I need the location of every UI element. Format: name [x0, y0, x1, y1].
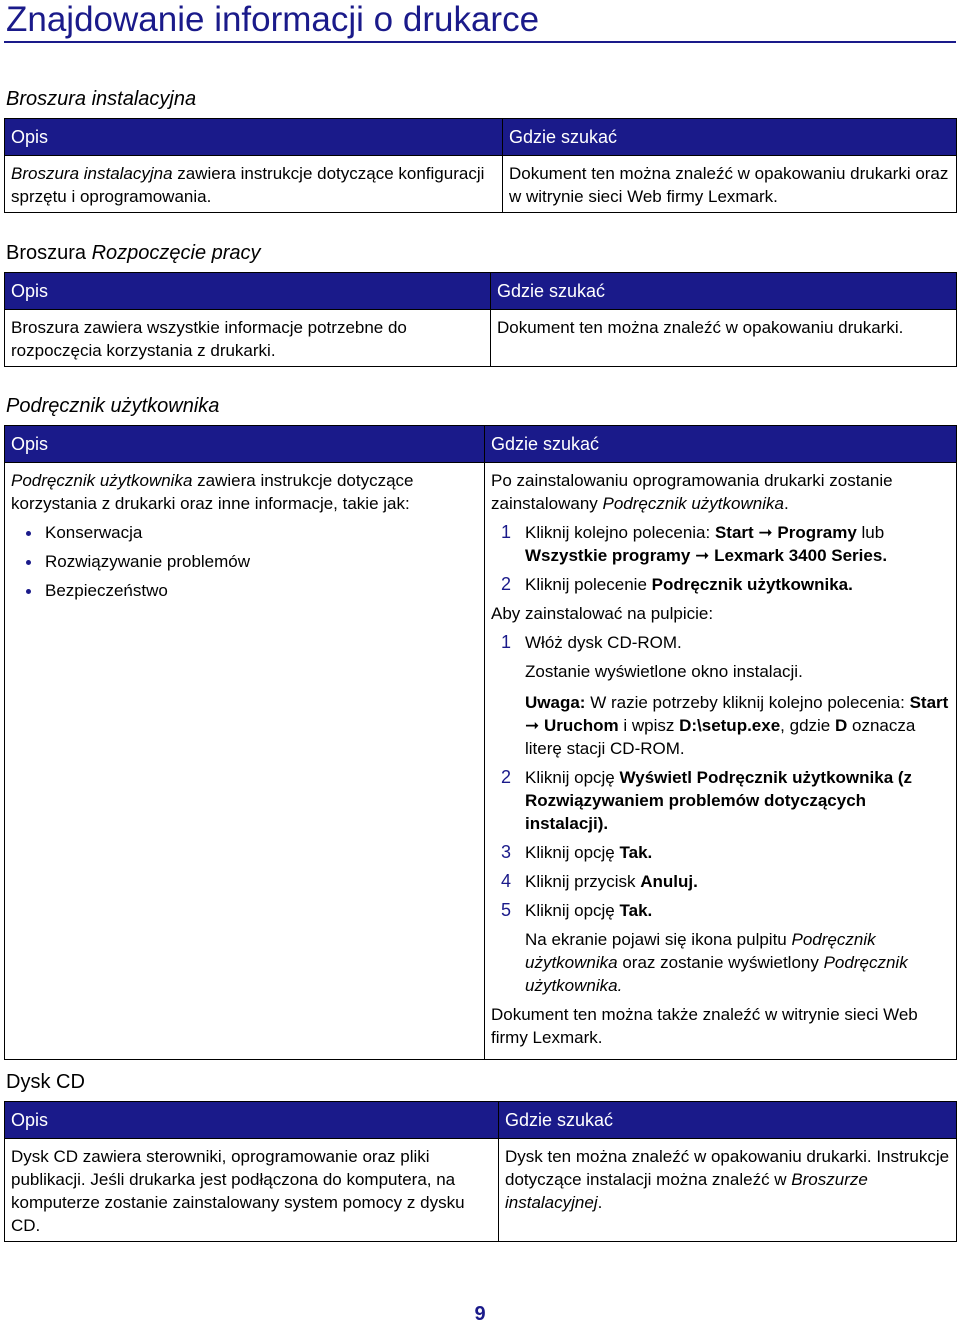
user-guide-location — [485, 463, 957, 1060]
arrow-right-icon: ➞ — [525, 716, 540, 735]
column-header-description: Opis — [5, 273, 491, 310]
page-number: 9 — [474, 1303, 486, 1325]
page-title: Znajdowanie informacji o drukarce — [6, 0, 540, 39]
step-number: 4 — [501, 871, 512, 891]
section-title-cd: Dysk CD — [6, 1071, 85, 1093]
user-guide-table — [4, 425, 957, 1060]
step-item: 3 Kliknij opcję Tak. — [501, 842, 653, 862]
list-item: Bezpieczeństwo — [11, 579, 478, 602]
getting-started-description: Broszura zawiera wszystkie informacje potrzebne do rozpoczęcia korzystania z drukarki. — [5, 310, 491, 367]
note: Uwaga: W razie potrzeby kliknij kolejno polecenia: Start ➞ Uruchom i wpisz D:\setup.exe, gdzie D oznacza literę stacji CD-ROM. — [525, 693, 949, 758]
installation-brochure-table — [4, 118, 957, 213]
cd-description: Dysk CD zawiera sterowniki, oprogramowanie oraz pliki publikacji. Jeśli drukarka jest podłączona do komputera, na komputerze zostanie zainstalowany system pomocy z dysku CD. — [5, 1139, 499, 1242]
user-guide-topics-list — [11, 521, 478, 602]
step-item: 2 Kliknij opcję Wyświetl Podręcznik użytkownika (z Rozwiązywaniem problemów dotyczących instalacji). — [501, 767, 913, 833]
user-guide-description-text: zawiera instrukcje dotyczące korzystania z drukarki oraz inne informacje, takie jak: — [11, 471, 414, 513]
getting-started-table — [4, 272, 957, 367]
step-item: 4 Kliknij przycisk Anuluj. — [501, 871, 698, 891]
user-guide-name: Podręcznik użytkownika — [11, 471, 193, 490]
list-item: Rozwiązywanie problemów — [11, 550, 478, 573]
arrow-right-icon: ➞ — [695, 546, 710, 565]
bullet-icon — [26, 560, 31, 565]
cd-table — [4, 1101, 957, 1242]
bullet-icon — [26, 531, 31, 536]
arrow-right-icon: ➞ — [758, 523, 773, 542]
section-title-user-guide: Podręcznik użytkownika — [6, 395, 220, 417]
getting-started-title-name: Rozpoczęcie pracy — [91, 242, 261, 264]
getting-started-location: Dokument ten można znaleźć w opakowaniu drukarki. — [491, 310, 957, 367]
step-number: 2 — [501, 767, 512, 787]
user-guide-description — [5, 463, 485, 1060]
section-title-installation-brochure: Broszura instalacyjna — [6, 88, 197, 110]
column-header-description: Opis — [5, 119, 503, 156]
section-title-getting-started — [6, 241, 261, 265]
step-number: 1 — [501, 522, 512, 542]
note-label: Uwaga: — [525, 693, 586, 712]
title-rule — [4, 41, 956, 43]
step-item: 1 Kliknij kolejno polecenia: Start ➞ Programy lub Wszystkie programy ➞ Lexmark 3400 Series. — [501, 522, 888, 565]
step-item: 2 Kliknij polecenie Podręcznik użytkownika. — [501, 574, 853, 594]
cd-location: Dysk ten można znaleźć w opakowaniu drukarki. Instrukcje dotyczące instalacji można znaleźć w Broszurze instalacyjnej. — [499, 1139, 957, 1242]
installation-brochure-description — [5, 156, 503, 213]
step-number: 3 — [501, 842, 512, 862]
user-guide-web-note: Dokument ten można także znaleźć w witrynie sieci Web firmy Lexmark. — [491, 1005, 918, 1047]
step-item: 1 Włóż dysk CD-ROM. Zostanie wyświetlone okno instalacji. Uwaga: W razie potrzeby kliknij kolejno polecenia: Start ➞ Uruchom i wpisz D:\setup.exe, gdzie D oznacza literę stacji CD-ROM. — [501, 632, 949, 758]
column-header-location: Gdzie szukać — [499, 1102, 957, 1139]
step-number: 1 — [501, 632, 512, 652]
column-header-location: Gdzie szukać — [485, 426, 957, 463]
column-header-description: Opis — [5, 1102, 499, 1139]
column-header-location: Gdzie szukać — [503, 119, 957, 156]
column-header-location: Gdzie szukać — [491, 273, 957, 310]
installation-brochure-name: Broszura instalacyjna — [11, 164, 173, 183]
desktop-install-steps — [491, 631, 950, 997]
bullet-icon — [26, 589, 31, 594]
step-number: 2 — [501, 574, 512, 594]
open-guide-steps — [491, 521, 950, 596]
user-guide-intro: Po zainstalowaniu oprogramowania drukarki zostanie zainstalowany Podręcznik użytkownika. — [491, 471, 893, 513]
installation-brochure-location: Dokument ten można znaleźć w opakowaniu drukarki oraz w witrynie sieci Web firmy Lexmark. — [503, 156, 957, 213]
list-item: Konserwacja — [11, 521, 478, 544]
step-number: 5 — [501, 900, 512, 920]
column-header-description: Opis — [5, 426, 485, 463]
getting-started-title-prefix: Broszura — [6, 242, 92, 264]
installation-brochure-description-text: zawiera instrukcje dotyczące konfiguracji sprzętu i oprogramowania. — [11, 164, 485, 206]
step-item: 5 Kliknij opcję Tak. Na ekranie pojawi się ikona pulpitu Podręcznik użytkownika oraz zostanie wyświetlony Podręcznik użytkownika. — [501, 900, 908, 995]
desktop-install-intro: Aby zainstalować na pulpicie: — [491, 604, 714, 623]
